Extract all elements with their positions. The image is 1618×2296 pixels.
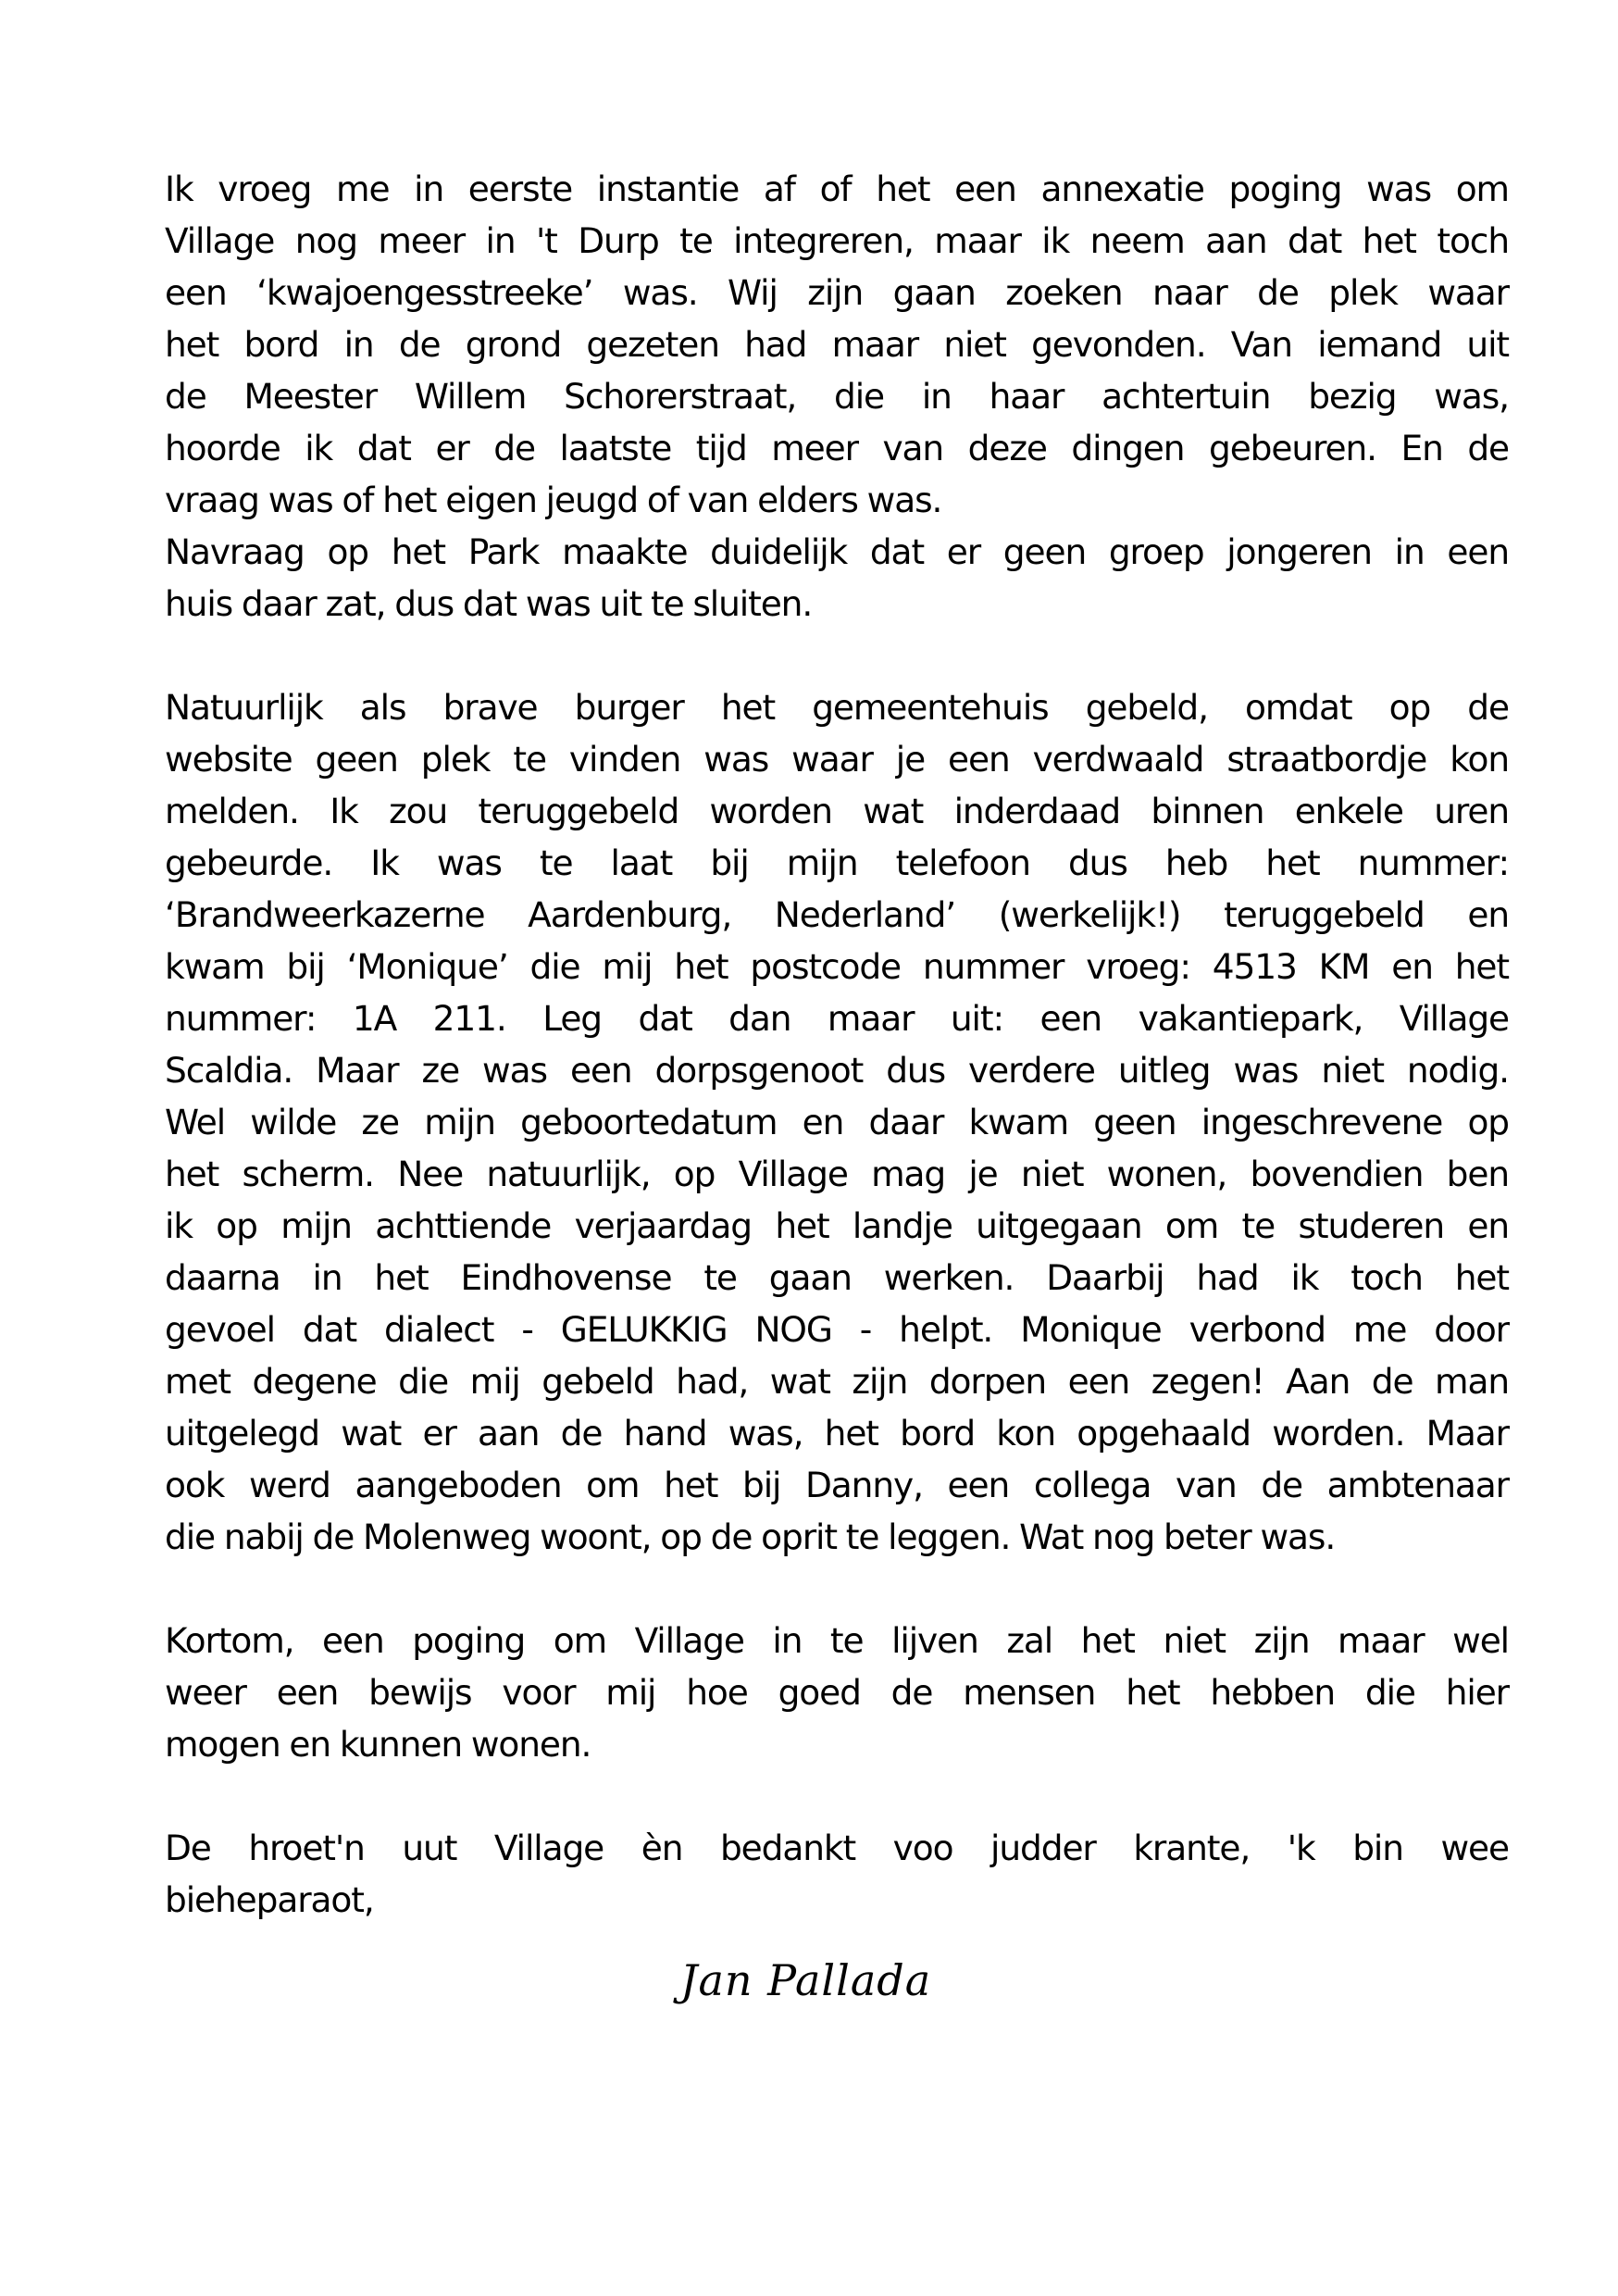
document-body	[165, 163, 1509, 1926]
text-line: hoorde ik dat er de laatste tijd meer van deze dingen gebeuren. En de	[165, 428, 1509, 468]
text-line: Kortom, een poging om Village in te lijven zal het niet zijn maar wel	[165, 1620, 1509, 1661]
paragraph-gap	[165, 630, 1509, 681]
text-line: Ik vroeg me in eerste instantie af of het een annexatie poging was om	[165, 168, 1509, 209]
paragraph-2	[165, 526, 1509, 630]
paragraph-gap	[165, 1563, 1509, 1615]
text-line: ook werd aangeboden om het bij Danny, een collega van de ambtenaar	[165, 1465, 1509, 1505]
text-line: Natuurlijk als brave burger het gemeentehuis gebeld, omdat op de	[165, 687, 1509, 728]
text-line: mogen en kunnen wonen.	[165, 1724, 591, 1765]
text-line: Wel wilde ze mijn geboortedatum en daar kwam geen ingeschrevene op	[165, 1102, 1509, 1142]
text-line: ‘Brandweerkazerne Aardenburg, Nederland’ (werkelijk!) teruggebeld en	[165, 894, 1509, 935]
text-line: vraag was of het eigen jeugd of van elders was.	[165, 480, 942, 520]
text-line: Navraag op het Park maakte duidelijk dat er geen groep jongeren in een	[165, 531, 1509, 572]
text-line: daarna in het Eindhovense te gaan werken. Daarbij had ik toch het	[165, 1257, 1509, 1298]
paragraph-gap	[165, 1770, 1509, 1822]
text-line: weer een bewijs voor mij hoe goed de mensen het hebben die hier	[165, 1672, 1509, 1713]
text-line: gevoel dat dialect - GELUKKIG NOG - helpt. Monique verbond me door	[165, 1309, 1509, 1350]
text-line: Village nog meer in 't Durp te integreren, maar ik neem aan dat het toch	[165, 220, 1509, 261]
text-line: nummer: 1A 211. Leg dat dan maar uit: een vakantiepark, Village	[165, 998, 1509, 1039]
text-line: uitgelegd wat er aan de hand was, het bord kon opgehaald worden. Maar	[165, 1413, 1509, 1454]
text-line: die nabij de Molenweg woont, op de oprit te leggen. Wat nog beter was.	[165, 1516, 1336, 1557]
text-line: het scherm. Nee natuurlijk, op Village mag je niet wonen, bovendien ben	[165, 1154, 1509, 1194]
paragraph-4	[165, 1615, 1509, 1770]
paragraph-1	[165, 163, 1509, 526]
paragraph-5-closing	[165, 1822, 1509, 1926]
text-line: Scaldia. Maar ze was een dorpsgenoot dus verdere uitleg was niet nodig.	[165, 1050, 1509, 1091]
text-line: website geen plek te vinden was waar je een verdwaald straatbordje kon	[165, 739, 1509, 780]
text-line: het bord in de grond gezeten had maar niet gevonden. Van iemand uit	[165, 324, 1509, 365]
text-line: gebeurde. Ik was te laat bij mijn telefoon dus heb het nummer:	[165, 842, 1509, 883]
signature: Jan Pallada	[680, 1955, 932, 2005]
text-line: met degene die mij gebeld had, wat zijn dorpen een zegen! Aan de man	[165, 1361, 1509, 1402]
text-line: huis daar zat, dus dat was uit te sluiten.	[165, 583, 813, 624]
text-line: een ‘kwajoengesstreeke’ was. Wij zijn gaan zoeken naar de plek waar	[165, 272, 1509, 313]
text-line: ik op mijn achttiende verjaardag het landje uitgegaan om te studeren en	[165, 1205, 1509, 1246]
text-line: melden. Ik zou teruggebeld worden wat inderdaad binnen enkele uren	[165, 791, 1509, 831]
text-line: bieheparaot,	[165, 1879, 374, 1920]
text-line: De hroet'n uut Village èn bedankt voo judder krante, 'k bin wee	[165, 1828, 1509, 1868]
text-line: kwam bij ‘Monique’ die mij het postcode nummer vroeg: 4513 KM en het	[165, 946, 1509, 987]
paragraph-3	[165, 681, 1509, 1563]
text-line: de Meester Willem Schorerstraat, die in haar achtertuin bezig was,	[165, 376, 1509, 417]
